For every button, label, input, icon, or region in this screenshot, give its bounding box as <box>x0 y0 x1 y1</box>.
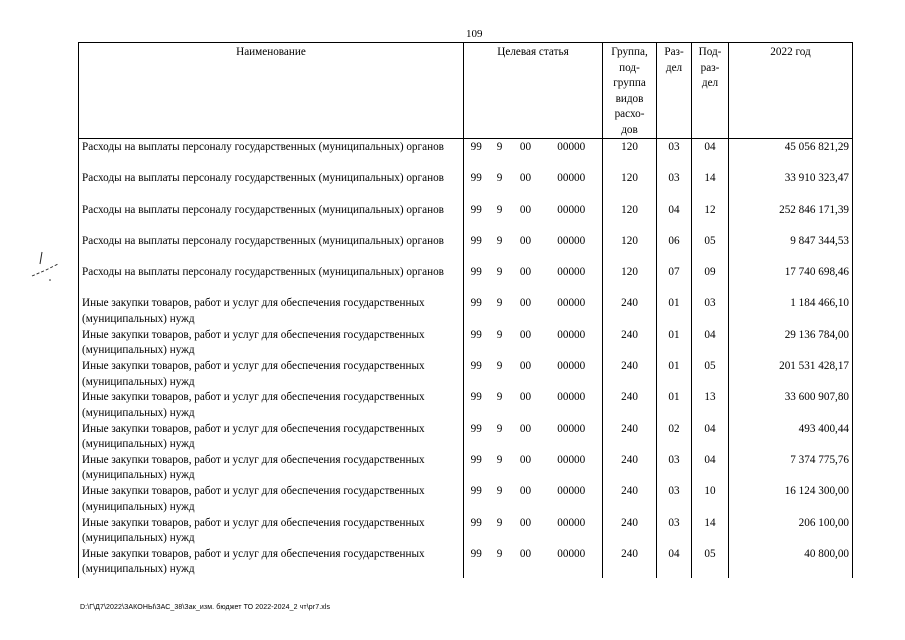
row-subsection: 13 <box>692 390 729 421</box>
row-subsection: 03 <box>692 296 729 327</box>
table-row <box>79 359 853 390</box>
target-code-program: 99 <box>470 547 482 560</box>
row-amount: 9 847 344,53 <box>729 234 853 265</box>
row-group: 240 <box>603 453 657 484</box>
row-subsection: 10 <box>692 484 729 515</box>
row-subsection: 05 <box>692 359 729 390</box>
target-code-expense: 00000 <box>541 484 603 515</box>
target-code-subprogram: 9 <box>496 422 503 435</box>
row-amount: 7 374 775,76 <box>729 453 853 484</box>
target-code-direction: 00 <box>519 360 532 373</box>
budget-table <box>78 42 853 578</box>
row-section: 04 <box>657 203 692 234</box>
target-code-expense: 00000 <box>541 328 603 359</box>
target-code-program: 99 <box>470 234 482 247</box>
target-code-direction: 00 <box>519 422 532 435</box>
target-code-subprogram: 9 <box>496 547 503 560</box>
row-group: 120 <box>603 234 657 265</box>
row-subsection: 04 <box>692 453 729 484</box>
target-code-subprogram: 9 <box>496 360 503 373</box>
row-group: 240 <box>603 547 657 578</box>
row-name: Иные закупки товаров, работ и услуг для обеспечения государственных (муниципальных) нужд <box>79 328 464 359</box>
target-code-program: 99 <box>470 328 482 341</box>
row-amount: 206 100,00 <box>729 516 853 547</box>
row-section: 07 <box>657 265 692 296</box>
row-section: 03 <box>657 453 692 484</box>
table-row <box>79 390 853 421</box>
target-code-program: 99 <box>470 391 482 404</box>
row-section: 04 <box>657 547 692 578</box>
row-subsection: 04 <box>692 422 729 453</box>
target-code-expense: 00000 <box>541 547 603 578</box>
target-code-expense: 00000 <box>541 171 603 202</box>
target-code-expense: 00000 <box>541 516 603 547</box>
row-group: 240 <box>603 390 657 421</box>
pen-marks <box>28 250 68 290</box>
row-name: Иные закупки товаров, работ и услуг для обеспечения государственных (муниципальных) нужд <box>79 390 464 421</box>
target-code-direction: 00 <box>519 516 532 529</box>
table-row <box>79 422 853 453</box>
row-amount: 33 600 907,80 <box>729 390 853 421</box>
page-number: 109 <box>466 28 483 40</box>
target-code-direction: 00 <box>519 547 532 560</box>
target-code-program: 99 <box>470 172 482 185</box>
target-code-subprogram: 9 <box>496 485 503 498</box>
table-header-row <box>79 43 853 139</box>
row-subsection: 05 <box>692 547 729 578</box>
table-row <box>79 234 853 265</box>
row-section: 02 <box>657 422 692 453</box>
row-amount: 40 800,00 <box>729 547 853 578</box>
table-row <box>79 296 853 327</box>
row-group: 120 <box>603 171 657 202</box>
row-amount: 252 846 171,39 <box>729 203 853 234</box>
row-amount: 493 400,44 <box>729 422 853 453</box>
target-code-subprogram: 9 <box>496 234 503 247</box>
row-subsection: 14 <box>692 171 729 202</box>
target-code-subprogram: 9 <box>496 172 503 185</box>
target-code-subprogram: 9 <box>496 516 503 529</box>
row-section: 06 <box>657 234 692 265</box>
row-section: 01 <box>657 328 692 359</box>
target-code-program: 99 <box>470 453 482 466</box>
row-subsection: 09 <box>692 265 729 296</box>
file-path-footer: D:\Г\Д7\2022\ЗАКОНЫ\ЗАС_38\Зак_изм. бюджет ТО 2022-2024_2 чт\pr7.xls <box>80 604 331 611</box>
target-code-program: 99 <box>470 485 482 498</box>
row-amount: 33 910 323,47 <box>729 171 853 202</box>
row-name: Иные закупки товаров, работ и услуг для обеспечения государственных (муниципальных) нужд <box>79 296 464 327</box>
target-code-direction: 00 <box>519 203 532 216</box>
target-code-expense: 00000 <box>541 265 603 296</box>
row-name: Расходы на выплаты персоналу государственных (муниципальных) органов <box>79 234 464 265</box>
target-code-direction: 00 <box>519 453 532 466</box>
row-name: Иные закупки товаров, работ и услуг для обеспечения государственных (муниципальных) нужд <box>79 516 464 547</box>
target-code-expense: 00000 <box>541 422 603 453</box>
header-name: Наименование <box>79 43 464 139</box>
row-group: 120 <box>603 139 657 172</box>
row-group: 240 <box>603 484 657 515</box>
target-code-expense: 00000 <box>541 296 603 327</box>
row-group: 240 <box>603 516 657 547</box>
row-name: Расходы на выплаты персоналу государственных (муниципальных) органов <box>79 171 464 202</box>
target-code-program: 99 <box>470 516 482 529</box>
row-group: 240 <box>603 422 657 453</box>
row-name: Иные закупки товаров, работ и услуг для обеспечения государственных (муниципальных) нужд <box>79 484 464 515</box>
target-code-program: 99 <box>470 422 482 435</box>
row-name: Расходы на выплаты персоналу государственных (муниципальных) органов <box>79 265 464 296</box>
table-row <box>79 516 853 547</box>
row-name: Иные закупки товаров, работ и услуг для обеспечения государственных (муниципальных) нужд <box>79 359 464 390</box>
table-row <box>79 265 853 296</box>
row-group: 240 <box>603 296 657 327</box>
row-group: 240 <box>603 359 657 390</box>
table-row <box>79 328 853 359</box>
target-code-expense: 00000 <box>541 139 603 172</box>
target-code-expense: 00000 <box>541 453 603 484</box>
target-code-program: 99 <box>470 141 482 153</box>
table-row <box>79 453 853 484</box>
row-section: 01 <box>657 296 692 327</box>
row-group: 120 <box>603 265 657 296</box>
target-code-program: 99 <box>470 360 482 373</box>
header-section: Раз- дел <box>657 43 692 139</box>
row-subsection: 05 <box>692 234 729 265</box>
row-section: 01 <box>657 359 692 390</box>
row-section: 03 <box>657 171 692 202</box>
header-target-article: Целевая статья <box>464 43 603 139</box>
row-name: Иные закупки товаров, работ и услуг для обеспечения государственных (муниципальных) нужд <box>79 453 464 484</box>
target-code-expense: 00000 <box>541 390 603 421</box>
row-section: 03 <box>657 139 692 172</box>
target-code-subprogram: 9 <box>496 141 503 153</box>
table-row <box>79 203 853 234</box>
row-amount: 1 184 466,10 <box>729 296 853 327</box>
row-name: Расходы на выплаты персоналу государственных (муниципальных) органов <box>79 203 464 234</box>
header-subsection: Под- раз- дел <box>692 43 729 139</box>
row-subsection: 04 <box>692 139 729 172</box>
row-section: 03 <box>657 484 692 515</box>
row-amount: 201 531 428,17 <box>729 359 853 390</box>
table-row <box>79 171 853 202</box>
target-code-expense: 00000 <box>541 234 603 265</box>
target-code-program: 99 <box>470 266 482 279</box>
target-code-program: 99 <box>470 297 482 310</box>
row-subsection: 04 <box>692 328 729 359</box>
target-code-direction: 00 <box>519 485 532 498</box>
target-code-direction: 00 <box>519 234 532 247</box>
target-code-subprogram: 9 <box>496 297 503 310</box>
row-amount: 17 740 698,46 <box>729 265 853 296</box>
target-code-direction: 00 <box>519 266 532 279</box>
table-row <box>79 547 853 578</box>
target-code-subprogram: 9 <box>496 266 503 279</box>
row-subsection: 14 <box>692 516 729 547</box>
target-code-expense: 00000 <box>541 359 603 390</box>
row-group: 120 <box>603 203 657 234</box>
target-code-direction: 00 <box>519 328 532 341</box>
table-row <box>79 139 853 172</box>
row-group: 240 <box>603 328 657 359</box>
target-code-expense: 00000 <box>541 203 603 234</box>
row-section: 03 <box>657 516 692 547</box>
target-code-subprogram: 9 <box>496 203 503 216</box>
target-code-direction: 00 <box>519 297 532 310</box>
target-code-direction: 00 <box>519 391 532 404</box>
row-name: Иные закупки товаров, работ и услуг для обеспечения государственных (муниципальных) нужд <box>79 422 464 453</box>
target-code-subprogram: 9 <box>496 453 503 466</box>
target-code-subprogram: 9 <box>496 391 503 404</box>
target-code-direction: 00 <box>519 172 532 185</box>
row-amount: 29 136 784,00 <box>729 328 853 359</box>
row-amount: 45 056 821,29 <box>729 139 853 172</box>
row-section: 01 <box>657 390 692 421</box>
table-row <box>79 484 853 515</box>
row-amount: 16 124 300,00 <box>729 484 853 515</box>
row-name: Иные закупки товаров, работ и услуг для обеспечения государственных (муниципальных) нужд <box>79 547 464 578</box>
target-code-direction: 00 <box>519 141 532 153</box>
row-name: Расходы на выплаты персоналу государственных (муниципальных) органов <box>79 139 464 172</box>
header-year: 2022 год <box>729 43 853 139</box>
target-code-subprogram: 9 <box>496 328 503 341</box>
header-group: Группа, под- группа видов расхо- дов <box>603 43 657 139</box>
row-subsection: 12 <box>692 203 729 234</box>
target-code-program: 99 <box>470 203 482 216</box>
